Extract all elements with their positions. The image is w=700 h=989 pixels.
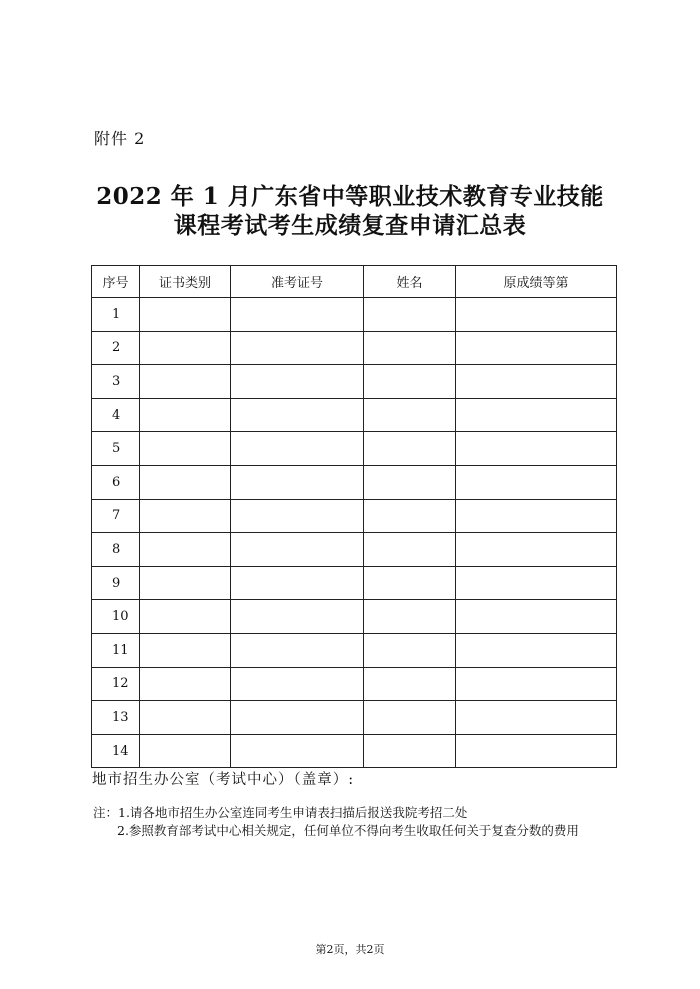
cell-exam-number (231, 432, 364, 466)
stamp-line: 地市招生办公室（考试中心）（盖章）: (92, 772, 355, 788)
cell-original-grade (456, 566, 617, 600)
table-row (92, 566, 617, 600)
cell-exam-number (231, 633, 364, 667)
cell-seq: 14 (92, 734, 140, 768)
cell-cert-type (140, 298, 231, 332)
cell-cert-type (140, 499, 231, 533)
cell-original-grade (456, 499, 617, 533)
cell-original-grade (456, 331, 617, 365)
table-row (92, 298, 617, 332)
cell-seq: 13 (92, 701, 140, 735)
cell-exam-number (231, 331, 364, 365)
cell-cert-type (140, 432, 231, 466)
cell-name (364, 600, 456, 634)
cell-original-grade (456, 365, 617, 399)
cell-seq: 8 (92, 533, 140, 567)
cell-original-grade (456, 465, 617, 499)
cell-cert-type (140, 633, 231, 667)
cell-exam-number (231, 734, 364, 768)
cell-cert-type (140, 600, 231, 634)
cell-cert-type (140, 533, 231, 567)
table-row (92, 600, 617, 634)
document-title-line-1: 2022 年 1 月广东省中等职业技术教育专业技能 (96, 183, 604, 210)
table-header-row (92, 266, 617, 298)
cell-name (364, 633, 456, 667)
header-cell-cert-type: 证书类别 (140, 266, 231, 298)
cell-name (364, 701, 456, 735)
cell-seq: 5 (92, 432, 140, 466)
table-row (92, 734, 617, 768)
cell-exam-number (231, 566, 364, 600)
attachment-label: 附件 2 (94, 129, 146, 148)
cell-seq: 12 (92, 667, 140, 701)
cell-original-grade (456, 633, 617, 667)
table-row (92, 701, 617, 735)
cell-original-grade (456, 667, 617, 701)
cell-seq: 10 (92, 600, 140, 634)
cell-seq: 4 (92, 398, 140, 432)
header-cell-seq: 序号 (92, 266, 140, 298)
cell-cert-type (140, 667, 231, 701)
cell-cert-type (140, 701, 231, 735)
cell-original-grade (456, 298, 617, 332)
table-row (92, 398, 617, 432)
cell-cert-type (140, 465, 231, 499)
cell-seq: 1 (92, 298, 140, 332)
summary-table (91, 265, 617, 768)
cell-name (364, 331, 456, 365)
cell-original-grade (456, 734, 617, 768)
table-row (92, 465, 617, 499)
table-row (92, 533, 617, 567)
cell-name (364, 465, 456, 499)
cell-name (364, 365, 456, 399)
header-cell-original-grade: 原成绩等第 (456, 266, 617, 298)
cell-cert-type (140, 398, 231, 432)
cell-name (364, 566, 456, 600)
document-title-line-2: 课程考试考生成绩复查申请汇总表 (173, 212, 527, 239)
cell-name (364, 499, 456, 533)
header-cell-name: 姓名 (364, 266, 456, 298)
cell-name (364, 432, 456, 466)
cell-seq: 7 (92, 499, 140, 533)
table-row (92, 499, 617, 533)
table-body (92, 298, 617, 768)
cell-exam-number (231, 398, 364, 432)
table-row (92, 633, 617, 667)
table-row (92, 432, 617, 466)
cell-original-grade (456, 600, 617, 634)
page-number: 第2页，共2页 (315, 943, 385, 956)
cell-seq: 9 (92, 566, 140, 600)
cell-original-grade (456, 701, 617, 735)
cell-name (364, 298, 456, 332)
note-2: 2.参照教育部考试中心相关规定，任何单位不得向考生收取任何关于复查分数的费用 (117, 823, 579, 838)
cell-exam-number (231, 465, 364, 499)
cell-exam-number (231, 365, 364, 399)
cell-seq: 3 (92, 365, 140, 399)
cell-seq: 6 (92, 465, 140, 499)
cell-cert-type (140, 566, 231, 600)
cell-name (364, 667, 456, 701)
table-row (92, 667, 617, 701)
cell-name (364, 734, 456, 768)
cell-cert-type (140, 734, 231, 768)
cell-exam-number (231, 298, 364, 332)
note-1: 注：1.请各地市招生办公室连同考生申请表扫描后报送我院考招二处 (93, 805, 468, 820)
table-row (92, 365, 617, 399)
header-cell-exam-number: 准考证号 (231, 266, 364, 298)
cell-cert-type (140, 331, 231, 365)
cell-original-grade (456, 398, 617, 432)
table-row (92, 331, 617, 365)
cell-exam-number (231, 701, 364, 735)
cell-seq: 2 (92, 331, 140, 365)
cell-original-grade (456, 432, 617, 466)
cell-name (364, 398, 456, 432)
cell-name (364, 533, 456, 567)
cell-exam-number (231, 667, 364, 701)
cell-original-grade (456, 533, 617, 567)
cell-exam-number (231, 533, 364, 567)
cell-exam-number (231, 600, 364, 634)
cell-cert-type (140, 365, 231, 399)
cell-exam-number (231, 499, 364, 533)
cell-seq: 11 (92, 633, 140, 667)
